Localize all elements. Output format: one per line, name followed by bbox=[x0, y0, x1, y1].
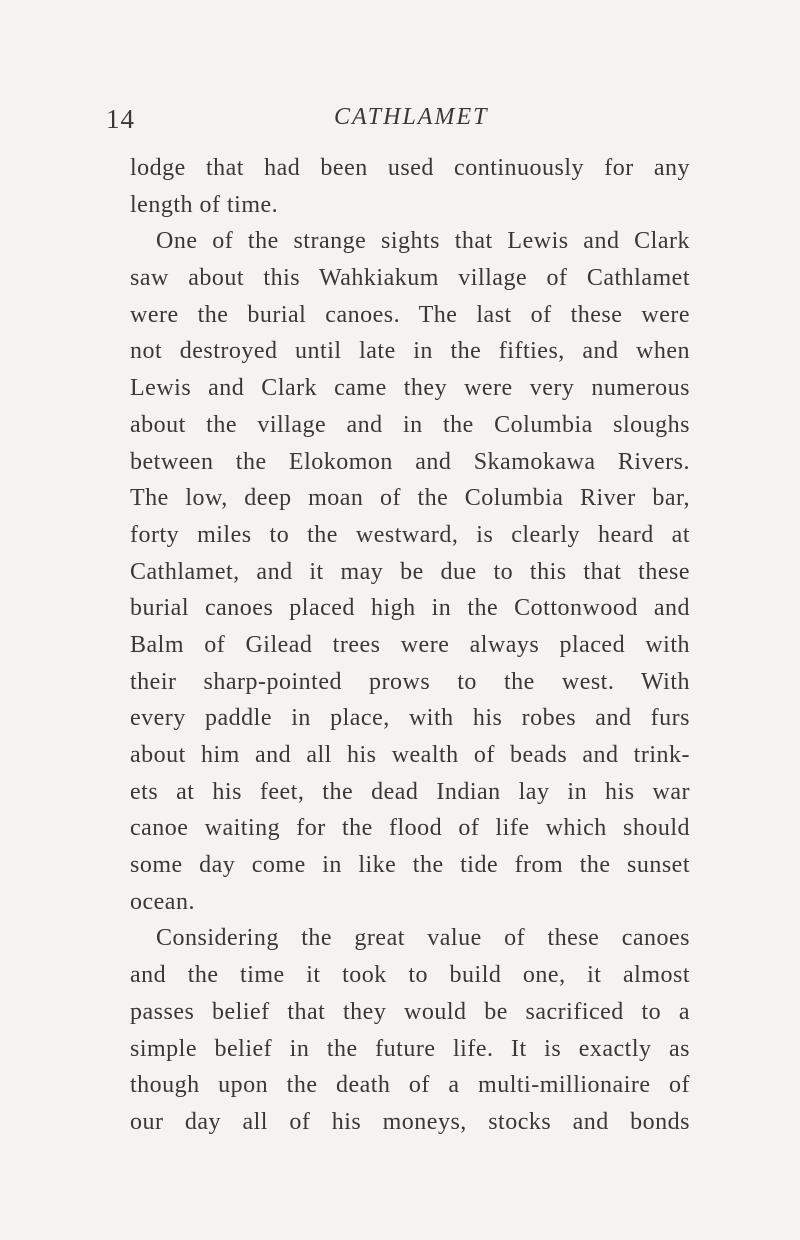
text-line: lodge that had been used continuously for any bbox=[130, 155, 690, 181]
text-line: The low, deep moan of the Columbia River bar, bbox=[130, 485, 690, 512]
running-title: CATHLAMET bbox=[334, 104, 489, 130]
text-line: forty miles to the westward, is clearly heard at bbox=[130, 521, 690, 548]
page-number: 14 bbox=[106, 104, 135, 134]
text-line: not destroyed until late in the fifties, and when bbox=[130, 338, 690, 365]
text-line: about him and all his wealth of beads and trink- bbox=[130, 742, 690, 768]
text-line: Cathlamet, and it may be due to this that these bbox=[130, 558, 690, 585]
text-line: though upon the death of a multi-millionaire of bbox=[130, 1072, 690, 1099]
body-text bbox=[130, 150, 690, 1141]
text-line: ets at his feet, the dead Indian lay in his war bbox=[130, 778, 690, 805]
text-line: their sharp-pointed prows to the west. With bbox=[130, 668, 690, 695]
text-line: One of the strange sights that Lewis and Clark bbox=[156, 228, 690, 255]
text-line: our day all of his moneys, stocks and bonds bbox=[130, 1108, 690, 1135]
text-line: ocean. bbox=[130, 888, 195, 915]
text-line: Considering the great value of these canoes bbox=[156, 925, 690, 952]
text-line: every paddle in place, with his robes and furs bbox=[130, 705, 690, 732]
text-line: saw about this Wahkiakum village of Cathlamet bbox=[130, 265, 690, 292]
text-line: between the Elokomon and Skamokawa Rivers. bbox=[130, 448, 690, 475]
text-line: about the village and in the Columbia sloughs bbox=[130, 411, 690, 438]
text-line: passes belief that they would be sacrificed to a bbox=[130, 998, 690, 1025]
page-header bbox=[106, 104, 694, 138]
text-line: burial canoes placed high in the Cottonwood and bbox=[130, 595, 690, 622]
text-line: were the burial canoes. The last of these were bbox=[130, 301, 690, 328]
text-line: canoe waiting for the flood of life which should bbox=[130, 815, 690, 842]
text-line: simple belief in the future life. It is exactly as bbox=[130, 1035, 690, 1062]
text-line: Lewis and Clark came they were very numerous bbox=[130, 375, 690, 402]
text-line: Balm of Gilead trees were always placed with bbox=[130, 631, 690, 658]
text-line: some day come in like the tide from the sunset bbox=[130, 852, 690, 879]
text-line: and the time it took to build one, it almost bbox=[130, 962, 690, 989]
text-line: length of time. bbox=[130, 191, 279, 218]
